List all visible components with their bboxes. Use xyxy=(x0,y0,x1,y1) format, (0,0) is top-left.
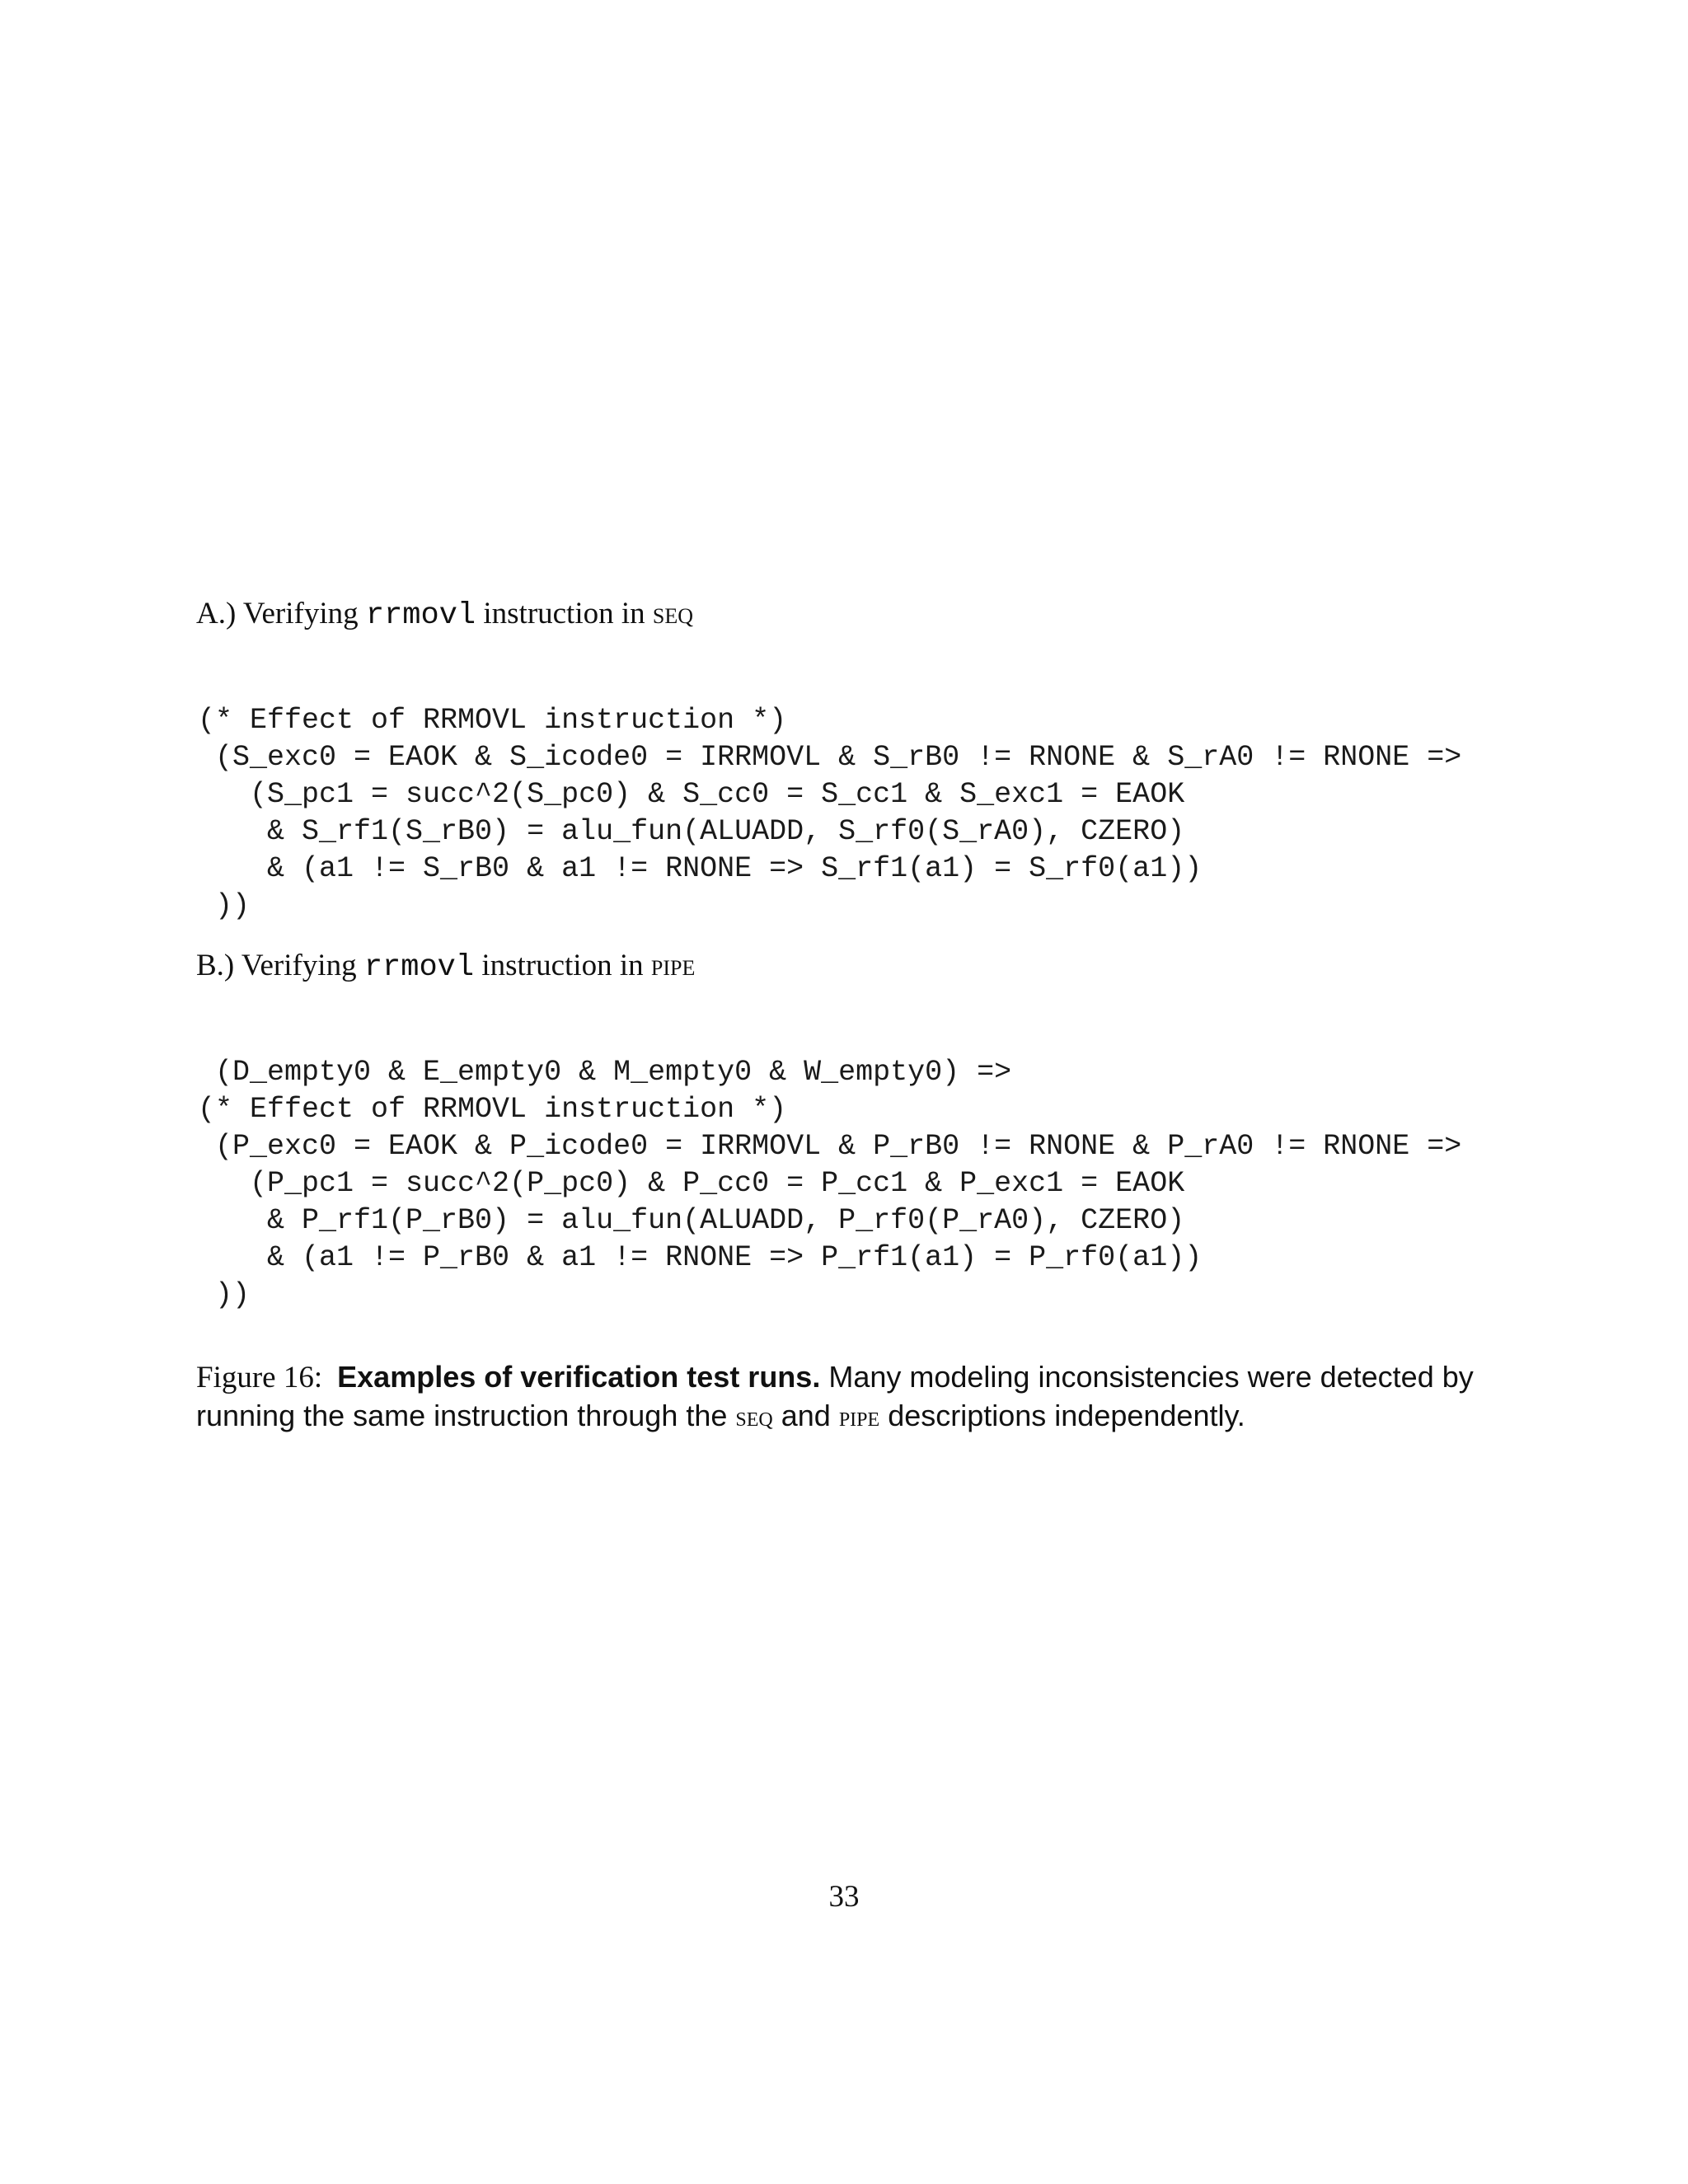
page-number: 33 xyxy=(828,1880,860,1914)
section-b-code-block xyxy=(198,1054,1461,1314)
caption-text-2: and xyxy=(772,1399,839,1432)
section-b-middle: instruction in xyxy=(474,949,651,982)
code-line: (P_pc1 = succ^2(P_pc0) & P_cc0 = P_cc1 & P_exc1 = EAOK xyxy=(198,1167,1185,1200)
code-line: (* Effect of RRMOVL instruction *) xyxy=(198,1093,787,1126)
caption-text-1: Many modeling inconsistencies were detected by running the same instruction through the xyxy=(196,1360,1474,1432)
section-a-prefix: A.) Verifying xyxy=(196,597,366,630)
section-a-middle: instruction in xyxy=(476,597,653,630)
section-b-prefix: B.) Verifying xyxy=(196,949,364,982)
code-line: & S_rf1(S_rB0) = alu_fun(ALUADD, S_rf0(S_rA0), CZERO) xyxy=(198,815,1185,848)
section-a-heading xyxy=(196,596,693,634)
code-line: )) xyxy=(198,1278,251,1311)
code-line: & P_rf1(P_rB0) = alu_fun(ALUADD, P_rf0(P_rA0), CZERO) xyxy=(198,1204,1185,1237)
caption-pipe: pipe xyxy=(838,1402,880,1432)
section-a-code-block xyxy=(198,702,1461,925)
figure-caption xyxy=(196,1358,1498,1436)
section-b-heading xyxy=(196,948,695,986)
section-b-target: pipe xyxy=(650,949,696,982)
figure-label: Figure 16: xyxy=(196,1361,323,1394)
section-b-code-word: rrmovl xyxy=(363,950,475,985)
code-line: & (a1 != P_rB0 & a1 != RNONE => P_rf1(a1) = P_rf0(a1)) xyxy=(198,1241,1203,1274)
caption-seq: seq xyxy=(735,1402,773,1432)
code-line: & (a1 != S_rB0 & a1 != RNONE => S_rf1(a1) = S_rf0(a1)) xyxy=(198,852,1203,885)
caption-bold-title: Examples of verification test runs. xyxy=(337,1360,821,1394)
code-line: (* Effect of RRMOVL instruction *) xyxy=(198,704,787,737)
code-line: (P_exc0 = EAOK & P_icode0 = IRRMOVL & P_rB0 != RNONE & P_rA0 != RNONE => xyxy=(198,1130,1462,1163)
caption-text-3: descriptions independently. xyxy=(879,1399,1245,1432)
code-line: (S_pc1 = succ^2(S_pc0) & S_cc0 = S_cc1 & S_exc1 = EAOK xyxy=(198,778,1185,811)
section-a-target: seq xyxy=(652,597,694,630)
code-line: (S_exc0 = EAOK & S_icode0 = IRRMOVL & S_rB0 != RNONE & S_rA0 != RNONE => xyxy=(198,741,1462,774)
section-a-code-word: rrmovl xyxy=(365,598,476,633)
code-line: )) xyxy=(198,889,251,922)
code-line: (D_empty0 & E_empty0 & M_empty0 & W_empty0) => xyxy=(198,1056,1012,1089)
